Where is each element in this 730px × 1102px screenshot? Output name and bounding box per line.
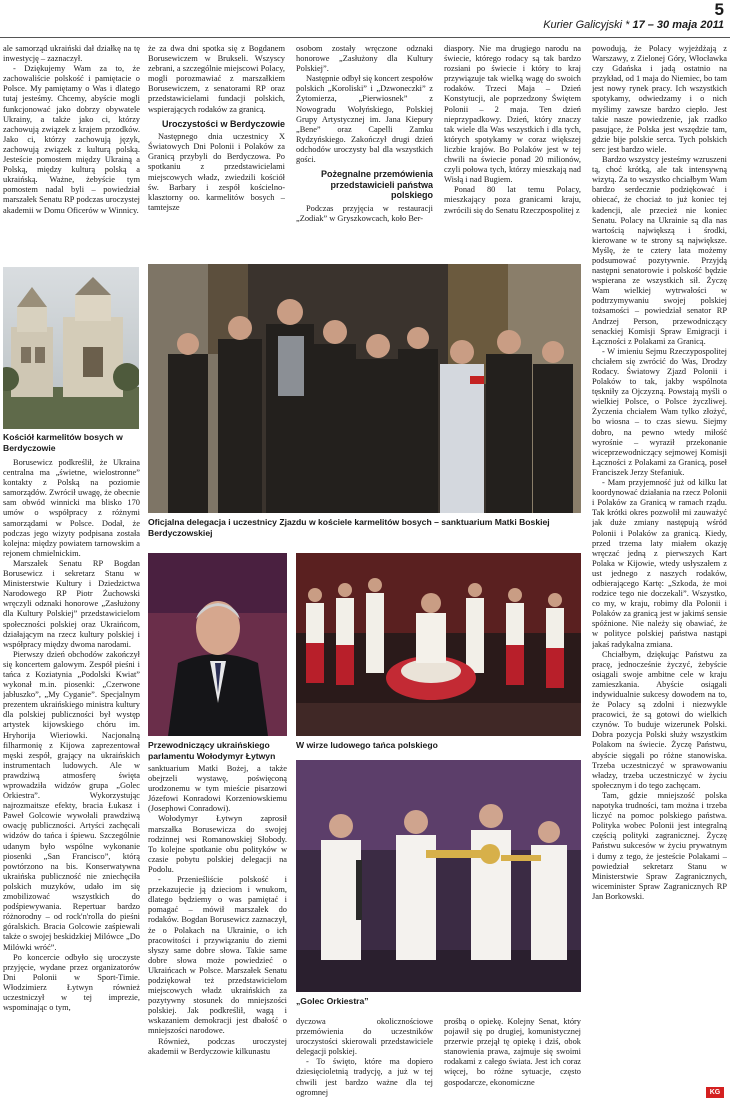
paragraph: - Dziękujemy Wam za to, że zachowaliście polskość i pamiętacie o Polsce. My pamiętamy o Was i dlatego tutaj jesteśmy. Chcemy, abyście mogli funkcjonować jako dobrzy obywatele Ukrainy, a także jako ci, którzy zachowują związek z krajem przodków. Jako ci, którzy zachowują język, zachowują związek z kulturą polską. Jesteście pomostem między Ukrainą a Polską, między kulturą polską a ukraińską. Ważne, żebyście tym pomostem nadal byli – powiedział marszałek Senatu RP podczas uroczystej akademii w Domu Oficerów w Winnicy. [3,64,140,215]
lytwyn-photo [148,553,287,736]
column-2-bottom [148,764,287,1098]
dance-photo [296,553,581,736]
column-3-bottom [296,1017,433,1098]
paragraph: - Mam przyjemność już od kilku lat koordynować działania na rzecz Polonii i Polaków za Granicą w ramach rządu. Tak krótki okres pozwolił mi zauważyć jak duże zmiany następują wśród Polonii i Polaków za granicą. Kiedy, przed trzema laty miałem okazję wręczać jedną z pierwszych Kart Polaka w Kijowie, wtedy usłyszałem z ust jednego z naszych rodaków, odbierającego Kartę: „Szkoda, że moi rodzice tego nie doczekali”. Wszystko, co my, w kraju, robimy dla Polonii i Polaków za granicą jest w jakimś sensie spóźnione. Nie należy się obawiać, że w polityce polskiej państwa nastąpi jakaś radykalna zmiana. [592,478,727,649]
dance-caption: W wirze ludowego tańca polskiego [296,740,438,750]
paragraph: Po koncercie odbyło się uroczyste przyjęcie, wydane przez organizatorów Dni Polonii w Sport-Timie. Włodzimierz Łytwyn również uczestniczył w tej imprezie, wspominając o tym, [3,952,140,1013]
paragraph: Borusewicz podkreślił, że Ukraina centralna ma „świetne, wielostronne” kontakty z Polską na poziomie samorządów. Zwrócił uwagę, że obecnie sam obwód winnicki ma blisko 170 umów o współpracy z różnymi samorządami w Polsce. Dodał, że podczas jego wizyty podpisana została kolejna: między powiatem tarnowskim a rejonem chmielnickim. [3,458,140,558]
column-4-top [444,44,581,260]
kurier-logo: KG [706,1087,724,1098]
paragraph: Marszałek Senatu RP Bogdan Borusewicz i sekretarz Stanu w Ministerstwie Kultury i Dziedzictwa Narodowego RP Piotr Żuchowski wręczyli odznaki honorowe „Zasłużony dla Kultury Polskiej” przedstawicielom społeczności polskiej oraz Ukraińcom, działającym na rzecz kultury polskiej i współpracy między dwoma narodami. [3,558,140,649]
paragraph: ale samorząd ukraiński dał działkę na tę inwestycję – zaznaczył. [3,44,140,64]
separator: * [625,19,630,31]
church-photo [3,267,139,429]
paragraph: diaspory. Nie ma drugiego narodu na świecie, którego rodacy są tak bardzo rozsiani po świecie i który to kraj przywiązuje tak wielką wagę do swoich rodaków. Trzeci Maja – Dzień Konstytucji, ale poprzedzony Świętem Polonii – 2 maja. Ten dzień nieprzypadkowy. Dzień, który znaczy tak wiele dla Was wszystkich i dla tych, których spotykamy w coraz większej liczbie krajów. Bo Polaków jest w tej chwili na świecie ponad 20 milionów, czyli połowa tych, którzy mieszkają nad Wisłą i nad Bugiem. [444,44,581,185]
paragraph: Pierwszy dzień obchodów zakończył się koncertem galowym. Zespół pieśni i tańca z Koziatynia „Podolski Kwiat” wykonał m.in. piosenki: „Czerwone jabłuszko”, „My Cyganie”. Specjalnym prezentem ukraińskiego ministra kultury dla polskiej publiczności był występ artystek kijowskiego chóru im. Hryhorija Wieriowki. Nacjonalną filharmonię z Kijowa zaprezentował męski zespół, grający na ukraińskich instrumentach ludowych. Ale w prawdziwą atmosferę święta wprowadziła widzów grupa „Golec Orkiestra”. Wykorzystując najrozmaitsze efekty, bracia Łukasz i Paweł Golcowie wywołali prawdziwą owację publiczności. Artyści zachęcali widzów do tańca i śpiewu. Szczególnie udanym było wspólne wykonanie piosenki „San Francisco”, którą powtórzono na bis. Konserwatywna ukraińska publiczność nie zniechęciła polskich muzyków, udało im się zmobilizować wszystkich do podśpiewywania. Repertuar bardzo różnorodny – od rock'n'rolla do pieśni góralskich. Bracia Golcowie zaśpiewali także o swojej beskidzkiej Milówce „Do Milówki wróć”. [3,649,140,952]
paragraph: Również, podczas uroczystej akademii w Berdyczowie kilkunastu [148,1036,287,1056]
delegation-caption: Oficjalna delegacja i uczestnicy Zjazdu w kościele karmelitów bosych – sanktuarium Matki Boskiej Berdyczowskiej [148,517,550,538]
paragraph: dyczowa okolicznościowe przemówienia do uczestników uroczystości skierowali przedstawiciele delegacji polskiej. [296,1017,433,1057]
paragraph: - W imieniu Sejmu Rzeczypospolitej chciałem się zwrócić do Was, Drodzy Rodacy. Światowy Zjazd Polonii i Polaków to tak, jakby wspólnota tęskniły za Ojczyzną. Powstają myśli o wielkiej Polsce, o Polsce życzliwej. Życzenia chciałem Wam tylko złożyć, bo wiosna – to czas siewu. Siejmy dobro, na pewno wtedy miłość wyrośnie – wyraził przekonanie wiceprzewodniczący sejmowej Komisji Łączności z Polakami za Granicą, poseł Franciszek Jerzy Stefaniuk. [592,346,727,477]
paragraph: że za dwa dni spotka się z Bogdanem Borusewiczem w Brukseli. Wszyscy zebrani, a szczególnie miejscowi Polacy, mogli porozmawiać z marszałkiem Borusewiczem, z senatorami RP oraz przedstawicielami fundacji polskich, wspierających rodaków za granicą. [148,44,285,114]
column-5 [592,44,727,1084]
golec-photo [296,760,581,992]
paragraph: prośbą o opiekę. Kolejny Senat, który pojawił się po drugiej, komunistycznej przerwie przejął tę opiekę i dziś, obok stanowienia prawa, zajmuje się swoimi rodakami z całego świata. Jest ich coraz więcej, bo różne sytuacje, często gospodarcze, ekonomiczne [444,1017,581,1087]
column-4-bottom [444,1017,581,1098]
paragraph: - To święto, które ma dopiero dziesięcioletnią tradycję, a już w tej chwili jest bardzo ważne dla tej ogromnej [296,1057,433,1097]
page-number: 5 [714,0,724,19]
header-rule [0,37,730,38]
paragraph: - Przenieśliście polskość i przekazujecie ją dzieciom i wnukom, dlatego będziemy o was pamiętać i pomagać – mówił marszałek do rodaków. Bogdan Borusewicz zaznaczył, że o Polakach na Ukrainie, o ich pracowitości i przywiązaniu do ziemi słyszy same dobre słowa. Takie same dobre słowa może powiedzieć o Ukraińcach w Polsce. Marszałek Senatu podziękował też przedstawicielom miejscowych władz ukraińskich za pozytywny stosunek do mniejszości polskiej. Jak podkreślił, wagą i wskazaniem demokracji jest dbałość o mniejszości narodowe. [148,875,287,1036]
paragraph: osobom zostały wręczone odznaki honorowe „Zasłużony dla Kultury Polskiej”. [296,44,433,74]
paragraph: sanktuarium Matki Bożej, a także obejrzeli wystawę, poświęconą urodzonemu w tym mieście pisarzowi Józefowi Konradowi Korzeniowskiemu (Josephowi Conradowi). [148,764,287,814]
golec-caption: „Golec Orkiestra” [296,996,369,1006]
delegation-photo [148,264,581,513]
paragraph: Wołodymyr Łytwyn zaprosił marszałka Borusewicza do swojej rodzinnej wsi Romanowskiej Słobody. To kolejne spotkanie obu polityków w czasie pobytu polskiej delegacji na Podolu. [148,814,287,874]
column-2-top [148,44,285,260]
column-3-top [296,44,433,260]
section-heading: Pożegnalne przemówienia przedstawicieli państwa polskiego [320,169,433,201]
column-1-top [3,44,140,266]
section-heading: Uroczystości w Berdyczowie [161,118,285,129]
paragraph: Następnego dnia uczestnicy X Światowych Dni Polonii i Polaków za Granicą przybyli do Berdyczowa. Po spotkaniu z przedstawicielami miejscowych władz, zwiedzili kościół św. Barbary i zespół kościelno-klasztorny oo. karmelitów bosych – tamtejsze [148,132,285,212]
paragraph: Podczas przyjęcia w restauracji „Zodiak” w Gryszkowcach, koło Ber- [296,203,433,223]
paragraph: Następnie odbył się koncert zespołów polskich „Koroliski” i „Dzwoneczki” z Żytomierza, „Pierwiosnek” z Nowogradu Wołyńskiego, Polskiej Grupy Artystycznej im. Jana Kiepury „Bene” oraz Capelli Zamku Rydzyńskiego. Zakończył drugi dzień odchodów uroczysty bal dla wszystkich gości. [296,74,433,165]
column-1-bottom [3,458,140,1098]
issue-date: 17 – 30 maja 2011 [632,19,724,31]
paragraph: Tam, gdzie mniejszość polska napotyka trudności, tam można i trzeba liczyć na pomoc polskiego państwa. Polityka wobec Polonii jest integralną częścią polityki zagranicznej. Życzę Państwu sukcesów w życiu prywatnym i dumy z tego, że jesteście Polakami – powiedział sekretarz Stanu w Ministerstwie Spraw Zagranicznych, wiceminister Spraw Zagranicznych RP Jan Borkowski. [592,790,727,901]
paragraph: powodują, że Polacy wyjeżdżają z Warszawy, z Zielonej Góry, Włocławka czy Gdańska i jadą ostatnio na przykład, od 1 maja do Niemiec, bo tam jest nowy rynek pracy. Ich wszystkich spotykamy, odwiedzamy i o nich myślimy zawsze bardzo ciepło. Jest takie nasze powiedzenie, jak rzadko pasujące, że Polska jest wszędzie tam, gdzie bije polskie serca. Tych polskich serc jest bardzo wiele. [592,44,727,154]
paragraph: Ponad 80 lat temu Polacy, mieszkający poza granicami kraju, zwrócili się do Senatu Rzeczpospolitej z [444,185,581,215]
masthead [543,19,724,31]
lytwyn-caption: Przewodniczący ukraińskiego parlamentu Wołodymyr Łytwyn [148,740,276,761]
church-caption: Kościół karmelitów bosych w Berdyczowie [3,432,123,453]
paragraph: Bardzo wszystcy jesteśmy wzruszeni tą, choć krótką, ale tak intensywną wizytą. Za to wszystko chciałbym Wam bardzo serdecznie podziękować i obiecać, że chociaż to już koniec tej kadencji, ale przecież nie koniec Senatu. Polacy na Ukrainie są dla nas wartością największą i środki, kierowane w te strony są największe. Myślę, że te cztery lata możemy podsumować pozytywnie. Przyjdą następni senatorowie i polskość będzie wspierana ze wszystkich sił. Życzę Wam wielkiej wytrwałości w podtrzymywaniu swojej polskiej tożsamości – powiedział senator RP Andrzej Person, przewodniczący senackiej Komisji Spraw Emigracji i Łączności z Polakami za Granicą. [592,155,727,346]
paragraph: Chciałbym, dziękując Państwu za pracę, jednocześnie życzyć, żebyście osiągali swoje ambitne cele w kraju zamieszkania. Abyście osiągali indywidualnie sukcesy dowodem na to, że Polacy są zdolni i niezwykle pracowici, że są gotowi do wielkich czynów. To buduje wizerunek Polski. Dobra pozycja Polski służy wszystkim Polakom na świecie. Życzę Państwu, abyście sięgali po różne stanowiska. Trzeba uczestniczyć w sprawowaniu władzy, trzeba uczestniczyć w życiu społecznym i do tego zachęcam. [592,649,727,790]
newspaper-name: Kurier Galicyjski [543,19,623,31]
